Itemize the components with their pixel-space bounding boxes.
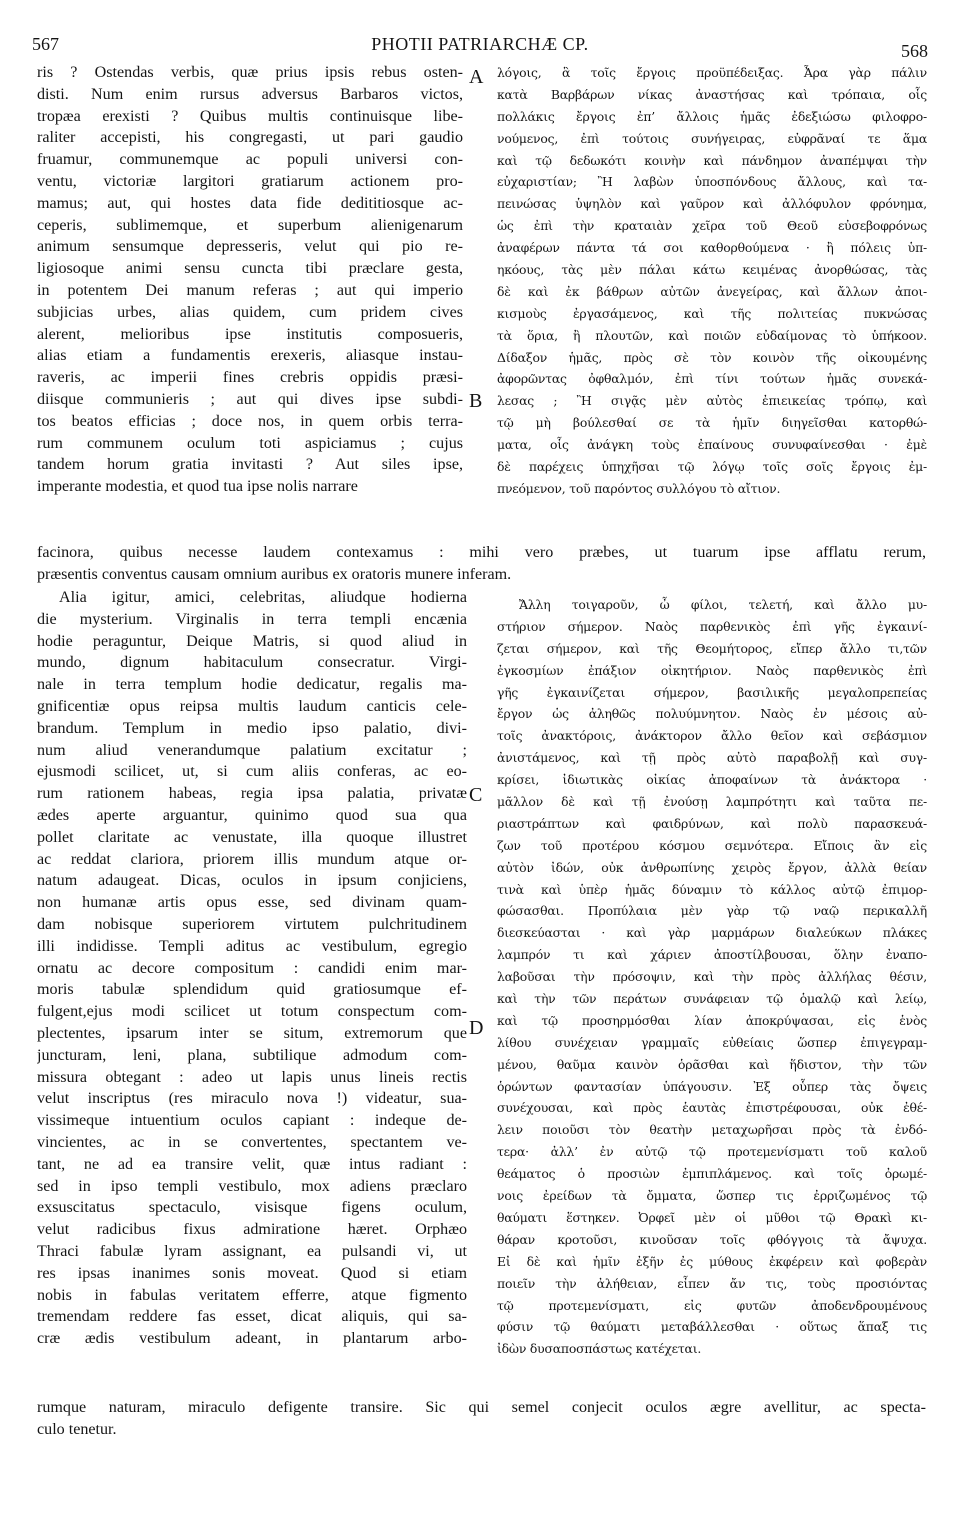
text-line: tos beatos efficias ; doce nos, in quem orbis terra-: [37, 412, 463, 430]
margin-letter-c: C: [469, 784, 483, 806]
text-line: in potentem Dei manum referas ; aut qui imperio: [37, 281, 463, 299]
text-line: συνέχουσαι, καὶ πρὸς ἑαυτὰς ἐπιστρέφουσαι, οὐκ ἐθέ-: [497, 1100, 927, 1116]
text-line: sed in ipso templi vestibulo, mox adiens præclaro: [37, 1177, 467, 1195]
text-line: ris ? Ostendas verbis, quæ prius ipsis rebus osten-: [37, 64, 463, 81]
text-line: τερα· ἀλλ’ ἐν αὐτῷ τῷ προτεμενίσματι τοῦ καλοῦ: [497, 1144, 927, 1160]
text-line: brandum. Templum in medio ipso palatio, divi-: [37, 719, 467, 737]
text-line: Alia igitur, amici, celebritas, aliudque hodierna: [59, 589, 467, 606]
text-line: fruamur, communemque ac populi universi con-: [37, 151, 463, 169]
running-title: PHOTII PATRIARCHÆ CP.: [371, 34, 589, 54]
text-line: ceperis, sublimemque, et superbum alienigenarum: [37, 216, 463, 234]
page-number-right: 568: [901, 41, 928, 61]
text-line: subjicias urbes, alias quidem, cum pridem cives: [37, 303, 463, 321]
text-line: ματα, οἷς ἀνάγκη τοὺς ἐπαίνους συνυφαίνεσθαι · ἐμὲ: [497, 437, 927, 453]
text-line: ἀνιστάμενος, καὶ τῇ πρὸς αὐτὸ παραβολῇ καὶ συγ-: [497, 750, 927, 766]
text-line: λόγοις, ἃ τοῖς ἔργοις προϋπέδειξας. Ἆρα γὰρ πάλιν: [497, 65, 927, 80]
text-line: θαύματι ἕστηκεν. Ὀρφεῖ μὲν οἱ μῦθοι τῷ Θρακὶ κι-: [497, 1209, 927, 1225]
text-line: μένου, θαῦμα καινὸν ὁρᾶσθαι καὶ ἥδιστον, τὴν τῶν: [497, 1056, 927, 1072]
text-line: plectentes, ipsarum inter se situm, extremorum que: [37, 1024, 467, 1042]
text-line: καὶ τῷ προσηρμόσθαι λίαν ἀποκρύψασαι, εἰς ἑνὸς: [497, 1012, 927, 1028]
text-line: tropæa erexisti ? Quibus multis continuisque libe-: [37, 107, 463, 125]
text-line: vincientes, ac in se convertentes, spectantem ve-: [37, 1133, 467, 1151]
text-line: disti. Num enim rursus adversus Barbaros victos,: [37, 85, 463, 103]
text-line: πεινώσας ὑψηλὸν καὶ γαῦρον καὶ ἀλλόφυλον φρόνημα,: [497, 196, 927, 212]
text-line: pollet claritate ac venustate, illa quoque illustret: [37, 828, 467, 846]
text-line: præsentis conventus causam omnium auribus ex oratoris munere inferam.: [37, 565, 512, 583]
text-line: velut radicibus fixus admiratione hæret. Orphæo: [37, 1221, 467, 1239]
latin-full-width-1: [37, 542, 926, 586]
text-line: tremendam reddere fas esset, dicat aliquis, qui sa-: [37, 1308, 467, 1326]
text-line: raliter accepisti, his congregasti, ut pari gaudio: [37, 129, 463, 147]
text-line: imperante modestia, et quod tua ipse nolis narrare: [37, 478, 358, 496]
text-line: cræ ædis vestibulum adeant, in plantarum arbo-: [37, 1330, 467, 1348]
text-line: καὶ τῷ δεδωκότι κοινὴν καὶ πάνδημον ἀναπέμψαι τὴν: [497, 152, 927, 168]
greek-column-2: [497, 594, 927, 1360]
text-line: tant, ne ad ea transire velit, quæ intus radiant :: [37, 1155, 467, 1173]
text-line: raveris, ac imperii fines crebris oppidis præsi-: [37, 369, 463, 387]
text-line: moris tabulæ splendidum quid gratiosumque ef-: [37, 981, 467, 999]
text-line: gnificentiæ opus reipsa multis laudum canticis cele-: [37, 697, 467, 715]
latin-column-2: [37, 587, 467, 1350]
text-line: ἰδὼν δυσαποσπάστως κατέχεται.: [497, 1341, 702, 1357]
text-line: λαβοῦσαι τὴν πρόσοψιν, καὶ τὴν πρὸς ἀλλήλας θέσιν,: [497, 969, 927, 985]
text-line: λίθου συνέχειαν γραμμαῖς εὐθείαις ὥσπερ ἐπιγεγραμ-: [497, 1034, 927, 1050]
text-line: πνεόμενον, τοῦ παρόντος συλλόγου τὸ αἴτιον.: [497, 480, 781, 496]
text-line: φύσιν τῷ θαύματι μεταβάλλεσθαι · οὕτως ἅπαξ τις: [497, 1319, 927, 1335]
text-line: mundo, dignum habitaculum consecratur. Virgi-: [37, 654, 467, 672]
text-line: ζεται σήμερον, καὶ τῆς Θεομήτορος, εἴπερ ἄλλο τι,τῶν: [497, 640, 927, 656]
text-line: φώσασθαι. Προπύλαια μὲν γὰρ τῷ ναῷ περικαλλῆ: [497, 903, 927, 919]
text-line: ηκόους, τὰς μὲν πάλαι κάτω κειμένας ἀνορθώσας, τὰς: [497, 262, 927, 278]
text-line: τὰ ὅρια, ἢ πλουτῶν, καὶ ποιῶν εὐδαίμονας τὸ ὑπήκοον.: [497, 327, 927, 343]
text-line: Thraci fabulæ lyram assignant, ea pulsandi vi, ut: [37, 1242, 467, 1260]
text-line: τοῖς ἀνακτόροις, ἀνάκτορον ἄλλο θεῖον καὶ σεβάσμιον: [497, 728, 927, 744]
text-line: τῷ προτεμενίσματι, εἰς φυτῶν ἀποδενδρουμένους: [497, 1297, 927, 1313]
text-line: τινὰ καὶ ὑπὲρ ἡμᾶς δύναμιν τὸ κάλλος αὐτῷ ἐπιμορ-: [497, 881, 927, 897]
text-line: νοις ἐρείδων τὰ ὄμματα, ὥσπερ τις ἐρριζωμένος τῷ: [497, 1188, 927, 1204]
latin-column-top: [37, 62, 463, 498]
text-line: rumque naturam, miraculo defigente transire. Sic qui semel conjecit oculos ægre avellitur, ac specta-: [37, 1399, 926, 1416]
text-line: die mysterium. Virginalis in terra templi encænia: [37, 610, 467, 628]
text-line: animum sensumque depresseris, velut qui pio re-: [37, 238, 463, 256]
text-line: facinora, quibus necesse laudem contexamus : mihi vero præbes, ut tuarum ipse afflatu rerum,: [37, 544, 926, 561]
margin-letter-b: B: [469, 390, 483, 412]
text-line: λειν ποιοῦσι τὸν θεατὴν μεταχωρῆσαι πρὸς τὰ ἐνδό-: [497, 1122, 927, 1138]
text-line: ριαστράπτων καὶ φαιδρύνων, καὶ πολὺ παρασκευά-: [497, 815, 927, 831]
text-line: ἔργον ὡς ἀληθῶς πολυύμνητον. Ναὸς ἐν μέσοις αὐ-: [497, 706, 927, 722]
text-line: missura obtegant : adeo ut lapis unus lineis rectis: [37, 1068, 467, 1086]
text-line: θάραν κροτοῦσι, κινοῦσαν τοῖς φθόγγοις τὰ ἄψυχα.: [497, 1231, 927, 1247]
text-line: λαμπρόν τι καὶ χάριεν ἀποστίλβουσαι, ὅλην ἐναπο-: [497, 947, 927, 963]
text-line: καὶ τὴν τῶν περάτων συνάφειαν τῷ ὁμαλῷ καὶ λείῳ,: [497, 991, 927, 1007]
text-line: ædes aperte arguantur, quinimo quod sua qua: [37, 806, 467, 824]
text-line: κρίσει, ἰδιωτικὰς οἰκίας ἀποφαίνων τὰ ἀνάκτορα ·: [497, 772, 927, 788]
text-line: diisque communieris ; aut qui dives ipse subdi-: [37, 390, 463, 408]
text-line: nobis in fabulas veritatem efferre, atque figmento: [37, 1286, 467, 1304]
text-line: alias etiam a fundamentis erexeris, aliasque instau-: [37, 347, 463, 365]
text-line: ζων τοῦ προτέρου κόσμου σεμνότερα. Εἴποις ἂν εἰς: [497, 837, 927, 853]
text-line: γῆς ἐγκαινίζεται σήμερον, βασιλικῆς μεγαλοπρεπείας: [497, 684, 927, 700]
text-line: ποιεῖν τὴν ἀλήθειαν, εἶπεν ἄν τις, τοὺς προσιόντας: [497, 1275, 927, 1291]
greek-column-top: [497, 62, 927, 500]
text-line: illi indidisse. Templi aditus ac vestibulum, egregio: [37, 937, 467, 955]
margin-letter-a: A: [469, 66, 484, 88]
text-line: κισμοὺς ἐργασάμενος, καὶ τῆς πολιτείας πυκνώσας: [497, 305, 927, 321]
text-line: tandem horum gratia invitasti ? Aut siles ipse,: [37, 456, 463, 474]
running-header: [32, 34, 928, 60]
text-line: rum communem oculum toti aspiciamus ; cujus: [37, 434, 463, 452]
latin-full-width-2: [37, 1397, 926, 1441]
margin-letter-d: D: [469, 1017, 484, 1039]
text-line: ornatu ac decore compositum : candidi enim mar-: [37, 959, 467, 977]
text-line: ὡς ἐπὶ τὴν κραταιὰν χεῖρα τοῦ Θεοῦ εὐσεβοφρόνως: [497, 218, 927, 234]
text-line: ejusmodi scilicet, ut, si cum aliis conferas, ac eo-: [37, 763, 467, 781]
text-line: non humanæ artis opus esse, sed divinam quam-: [37, 894, 467, 912]
text-line: δὲ καὶ ἐκ βάθρων αὐτῶν ἀνεγείρας, καὶ ἄλλων ἀποι-: [497, 283, 927, 299]
text-line: θεάματος ὁ προσιὼν ἐμπιπλάμενος. καὶ τοῖς ὀρωμέ-: [497, 1166, 927, 1182]
text-line: velut inscriptus (res miraculo nova !) videatur, sua-: [37, 1090, 467, 1108]
text-line: nale in terra templum hodie dedicatur, regalis ma-: [37, 676, 467, 694]
text-line: culo tenetur.: [37, 1420, 117, 1438]
page-number-left: 567: [32, 34, 59, 54]
text-line: vissimeque intuentium oculos capiant : indeque de-: [37, 1112, 467, 1130]
text-line: Δίδαξον ἡμᾶς, πρὸς σὲ τὸν κοινὸν τῆς οἰκουμένης: [497, 349, 927, 365]
text-line: alerent, melioribus ipse institutis composueris,: [37, 325, 463, 343]
text-line: δὲ παρέχεις ὑπηχῆσαι τῷ λόγῳ τοῖς σοῖς ἔργοις ἐμ-: [497, 459, 927, 475]
text-line: juncturam, leni, plana, subtilique admodum com-: [37, 1046, 467, 1064]
text-line: hodie peraguntur, Deique Matris, si quod aliud in: [37, 632, 467, 650]
text-line: exsuscitatus spectaculo, visisque figens oculum,: [37, 1199, 467, 1217]
text-line: fulgent,ejus modi scilicet ut totum conspectum com-: [37, 1003, 467, 1021]
text-line: mamus; aut, qui hostes data fide dedititiosque ac-: [37, 194, 463, 212]
text-line: ὁρώντων φαντασίαν ὑπάγουσιν. Ἐξ οὗπερ τὰς ὄψεις: [497, 1078, 927, 1094]
text-line: num aliud venerandumque palatium excitatur ;: [37, 741, 467, 759]
text-line: διεσκεύασται · καὶ γὰρ μαρμάρων διαλεύκων πλάκες: [497, 925, 927, 941]
text-line: ventu, victoriæ largitori gratiarum actionem pro-: [37, 172, 463, 190]
text-line: ἀφορῶντας ὀφθαλμόν, ἐπὶ τίνι τούτων ἡμᾶς συνεκά-: [497, 371, 927, 387]
text-line: Εἰ δὲ καὶ ἡμῖν ἐξῆν ἐς μύθους ἐκφέρειν καὶ φοβερὰν: [497, 1253, 927, 1269]
text-line: τῷ μὴ βούλεσθαί σε τὰ ἡμῖν διηγεῖσθαι κατορθώ-: [497, 415, 927, 431]
text-line: μᾶλλον δὲ καὶ τῇ ἐνούσῃ λαμπρότητι καὶ ταῦτα πε-: [497, 794, 927, 810]
text-line: νούμενος, ἐπὶ τούτοις συνήγειρας, εὐφρᾶναί τε ἅμα: [497, 130, 927, 146]
text-line: ἀναφέρων πάντα τά σοι καθορθούμενα · ἢ πόλεις ὑπ-: [497, 240, 927, 256]
text-line: αὐτὸν ἰδών, οὐκ ἀνθρωπίνης χειρὸς ἔργον, ἀλλὰ θείαν: [497, 859, 927, 875]
text-line: rum rationem habeas, regia ipsa palatia, privatæ: [37, 785, 467, 803]
text-line: ac reddat clariora, priorem illis mundum atque or-: [37, 850, 467, 868]
text-line: εὐχαριστίαν; Ἢ λαβὼν ὑποσπόνδους ἄλλους, καὶ τα-: [497, 174, 927, 190]
text-line: στήριον σήμερον. Ναὸς παρθενικὸς ἐπὶ γῆς ἐγκαινί-: [497, 618, 927, 634]
text-line: ἐγκοσμίων ἐπάξιον οἰκητήριον. Ναὸς παρθενικὸς ἐπὶ: [497, 662, 927, 678]
text-line: ligiosoque animi sensu cuncta tibi præclare gesta,: [37, 260, 463, 278]
text-line: κατὰ Βαρβάρων νίκας ἀναστήσας καὶ τρόπαια, οἷς: [497, 86, 927, 102]
text-line: λεσας ; Ἢ σιγᾷς μὲν αὐτὸς ἐπιεικείας τρόπῳ, καὶ: [497, 393, 927, 409]
text-line: πολλάκις ἔργοις ἐπ’ ἄλλοις ἡμᾶς ἐδεξιώσω φιλοφρο-: [497, 108, 927, 124]
text-line: Ἄλλη τοιγαροῦν, ὦ φίλοι, τελετή, καὶ ἄλλο μυ-: [519, 597, 927, 612]
text-line: res ipsas inanimes sonis moveat. Quod si etiam: [37, 1264, 467, 1282]
text-line: natum adaugeat. Dicas, oculos in ipsum conjiciens,: [37, 872, 467, 890]
text-line: dam nobisque superiorem virtutem pulchritudinem: [37, 915, 467, 933]
